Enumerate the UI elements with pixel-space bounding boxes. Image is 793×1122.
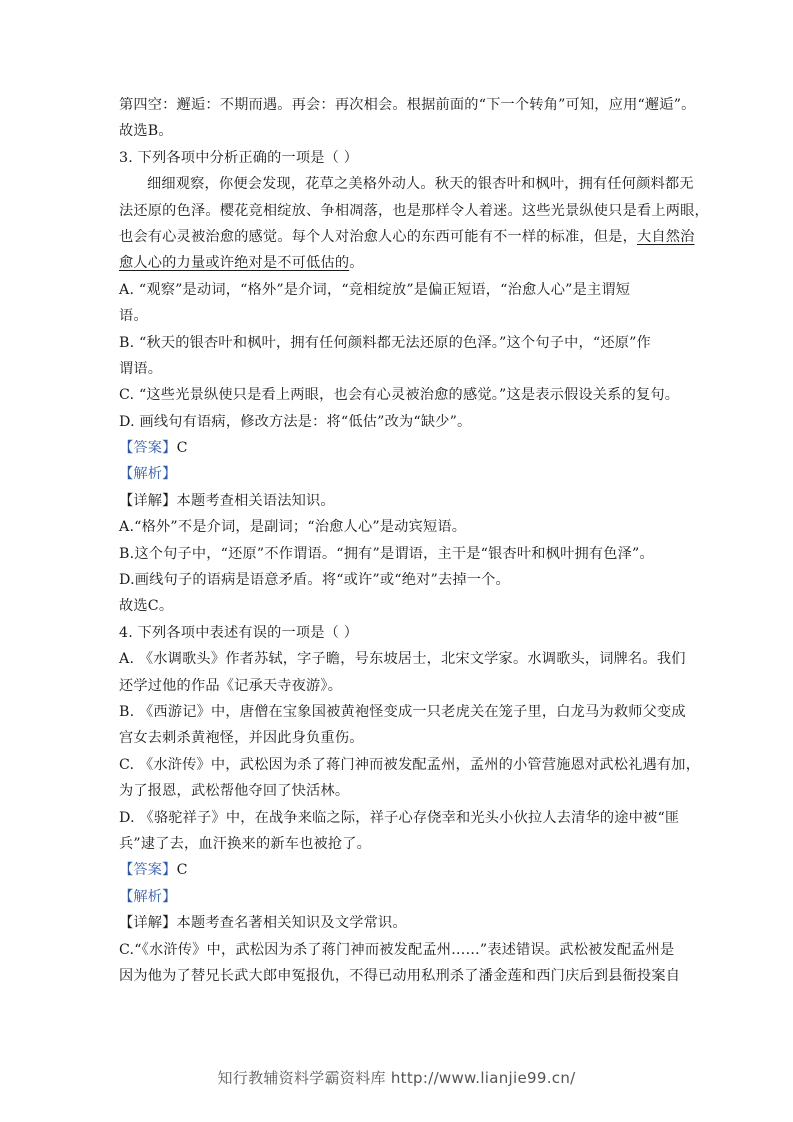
conclusion-line: 故选C。 [119, 598, 174, 615]
option-d: D. 画线句有语病，修改方法是：将“低估”改为“缺少”。 [119, 413, 472, 430]
option-b-cont: 谓语。 [119, 360, 163, 377]
option-a: A. “观察”是动词，“格外”是介词，“竞相绽放”是偏正短语，“治愈人心”是主谓短 [119, 281, 631, 298]
answer-tag: 【答案】 [119, 440, 177, 457]
question-3-stem: 3. 下列各项中分析正确的一项是（ ） [119, 149, 359, 166]
document-body [119, 92, 709, 989]
option-a-cont: 还学过他的作品《记承天寺夜游》。 [119, 677, 343, 694]
answer-line [119, 857, 679, 883]
analysis-line [119, 884, 679, 910]
passage-line [119, 224, 695, 250]
explanation-line: C.“《水浒传》中，武松因为杀了蒋门神而被发配孟州……”表述错误。武松被发配孟州是 [119, 941, 675, 958]
answer-tag: 【答案】 [119, 862, 177, 879]
answer-value: C [176, 440, 188, 457]
underlined-sentence-part: 愈人心的力量或许绝对是不可低估的 [119, 255, 350, 272]
passage-text: 。 [349, 255, 364, 272]
option-a: A. 《水调歌头》作者苏轼，字子瞻，号东坡居士，北宋文学家。水调歌头，词牌名。我们 [119, 651, 686, 668]
question-4-stem: 4. 下列各项中表述有误的一项是（ ） [119, 624, 359, 641]
footer-watermark: 知行教辅资料学霸资料库 http://www.lianjie99.cn/ [217, 1069, 576, 1087]
analysis-line [119, 461, 679, 487]
text-line: 故选B。 [119, 123, 173, 140]
option-d: D. 《骆驼祥子》中，在战争来临之际，祥子心存侥幸和光头小伙拉人去清华的途中被“匪 [119, 809, 680, 826]
analysis-tag: 【解析】 [119, 888, 177, 905]
explanation-line: B.这个句子中，“还原”不作谓语。“拥有”是谓语，主干是“银杏叶和枫叶拥有色泽”。 [119, 545, 654, 562]
option-b: B. “秋天的银杏叶和枫叶，拥有任何颜料都无法还原的色泽。”这个句子中，“还原”作 [119, 334, 651, 351]
detail-line: 【详解】本题考查名著相关知识及文学常识。 [119, 915, 407, 932]
passage-line: 法还原的色泽。樱花竞相绽放、争相凋落，也是那样令人着迷。这些光景纵使只是看上两眼， [119, 202, 709, 219]
passage-text: 也会有心灵被治愈的感觉。每个人对治愈人心的东西可能有不一样的标准，但是， [119, 228, 637, 245]
option-b: B. 《西游记》中，唐僧在宝象国被黄袍怪变成一只老虎关在笼子里，白龙马为救师父变成 [119, 703, 686, 720]
passage-line [119, 250, 679, 276]
explanation-line: D.画线句子的语病是语意矛盾。将“或许”或“绝对”去掉一个。 [119, 572, 510, 589]
answer-value: C [176, 862, 188, 879]
text-line: 第四空：邂逅：不期而遇。再会：再次相会。根据前面的“下一个转角”可知，应用“邂逅”。 [119, 97, 696, 113]
option-d-cont: 兵”逮了去，血汗换来的新车也被抢了。 [119, 835, 372, 852]
option-c: C. “这些光景纵使只是看上两眼，也会有心灵被治愈的感觉。”这是表示假设关系的复句。 [119, 387, 680, 404]
explanation-line: A.“格外”不是介词，是副词；“治愈人心”是动宾短语。 [119, 519, 467, 536]
underlined-sentence-part: 大自然治 [636, 228, 695, 245]
explanation-line: 因为他为了替兄长武大郎申冤报仇，不得已动用私刑杀了潘金莲和西门庆后到县衙投案自 [119, 967, 681, 984]
option-c: C. 《水浒传》中，武松因为杀了蒋门神而被发配孟州，孟州的小管营施恩对武松礼遇有加， [119, 756, 701, 773]
option-b-cont: 宫女去刺杀黄袍怪，并因此身负重伤。 [119, 730, 364, 747]
answer-line [119, 435, 679, 461]
option-a-cont: 语。 [119, 308, 148, 325]
analysis-tag: 【解析】 [119, 466, 177, 483]
detail-line: 【详解】本题考查相关语法知识。 [119, 492, 335, 509]
option-c-cont: 为了报恩，武松帮他夺回了快活林。 [119, 783, 350, 800]
passage-line: 细细观察，你便会发现，花草之美格外动人。秋天的银杏叶和枫叶，拥有任何颜料都无 [147, 176, 694, 193]
